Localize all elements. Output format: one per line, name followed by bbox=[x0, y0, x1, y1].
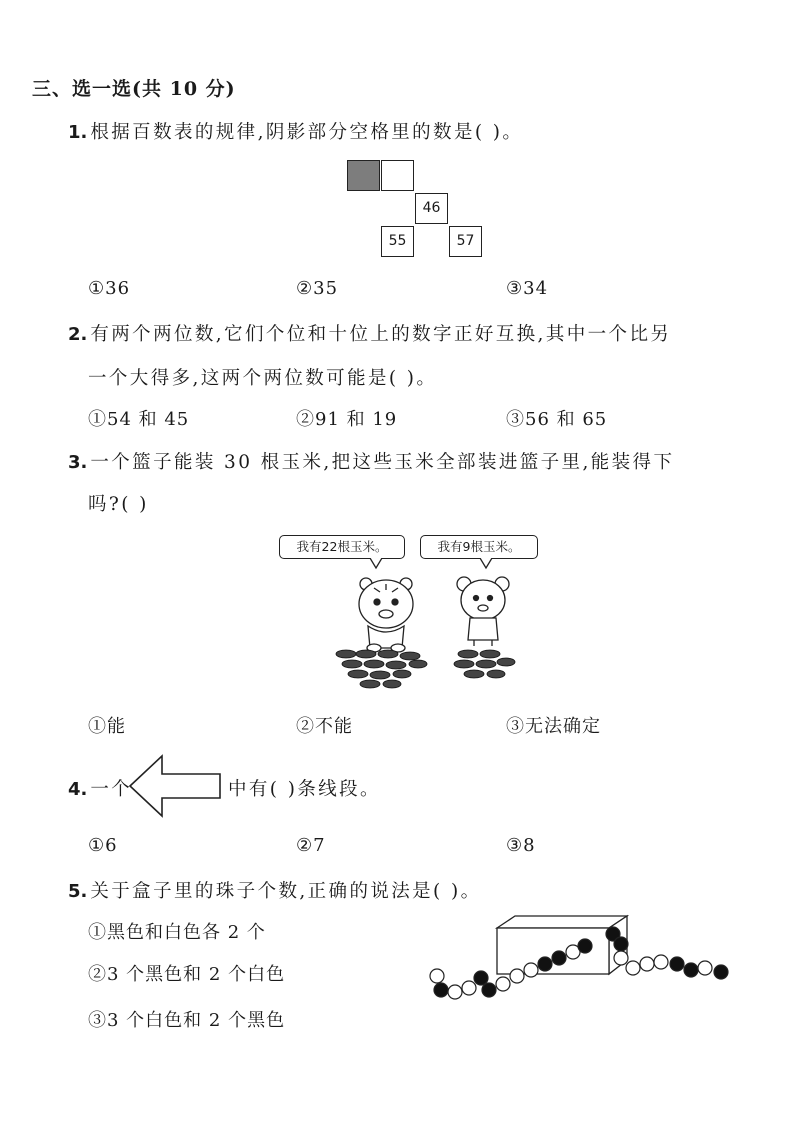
question-3 bbox=[68, 448, 674, 474]
speech-bubble-bear: 我有9根玉米。 bbox=[420, 535, 538, 559]
bear-icon bbox=[457, 577, 509, 646]
tiger-icon bbox=[359, 578, 413, 652]
box-icon bbox=[497, 916, 627, 974]
question-1 bbox=[68, 118, 523, 144]
arrow-shape-icon bbox=[128, 754, 224, 818]
speech-bubble-tiger: 我有22根玉米。 bbox=[279, 535, 405, 559]
question-3-line-1: 一个篮子能装 30 根玉米,把这些玉米全部装进篮子里,能装得下 bbox=[90, 452, 675, 473]
question-number: 4. bbox=[68, 779, 88, 800]
cell-46: 46 bbox=[415, 193, 448, 224]
q4-option-2[interactable]: ②7 bbox=[296, 835, 326, 856]
q1-option-2[interactable]: ②35 bbox=[296, 278, 339, 299]
question-number: 1. bbox=[68, 122, 88, 143]
question-2-line-1: 有两个两位数,它们个位和十位上的数字正好互换,其中一个比另 bbox=[90, 324, 672, 345]
question-number: 5. bbox=[68, 881, 88, 902]
question-4-text-before: 一个 bbox=[90, 779, 133, 800]
q5-option-2[interactable]: ②3 个黑色和 2 个白色 bbox=[88, 964, 286, 985]
q1-option-1[interactable]: ①36 bbox=[88, 278, 131, 299]
q2-option-3[interactable]: ③56 和 65 bbox=[506, 409, 608, 430]
q2-option-1[interactable]: ①54 和 45 bbox=[88, 409, 190, 430]
question-2-line-2: 一个大得多,这两个两位数可能是( )。 bbox=[88, 368, 438, 389]
shaded-cell bbox=[347, 160, 380, 191]
bead-box-illustration bbox=[425, 912, 745, 1008]
question-1-text: 根据百数表的规律,阴影部分空格里的数是( )。 bbox=[90, 122, 524, 143]
corn-pile-right-icon bbox=[454, 650, 515, 678]
q3-option-1[interactable]: ①能 bbox=[88, 716, 126, 737]
q4-option-1[interactable]: ①6 bbox=[88, 835, 118, 856]
q1-option-3[interactable]: ③34 bbox=[506, 278, 549, 299]
question-3-line-2: 吗?( ) bbox=[88, 494, 149, 515]
blank-cell bbox=[381, 160, 414, 191]
q5-option-3[interactable]: ③3 个白色和 2 个黑色 bbox=[88, 1010, 286, 1031]
q3-option-3[interactable]: ③无法确定 bbox=[506, 716, 601, 737]
question-4-text-after: 中有( )条线段。 bbox=[228, 779, 381, 800]
question-5-text: 关于盒子里的珠子个数,正确的说法是( )。 bbox=[90, 881, 482, 902]
question-number: 2. bbox=[68, 324, 88, 345]
corn-pile-left-icon bbox=[336, 650, 427, 688]
question-5 bbox=[68, 877, 481, 903]
cell-57: 57 bbox=[449, 226, 482, 257]
animals-illustration bbox=[330, 558, 530, 694]
cell-55: 55 bbox=[381, 226, 414, 257]
question-4 bbox=[68, 775, 132, 801]
question-number: 3. bbox=[68, 452, 88, 473]
question-2 bbox=[68, 320, 671, 346]
q5-option-1[interactable]: ①黑色和白色各 2 个 bbox=[88, 922, 266, 943]
section-title: 三、选一选(共 10 分) bbox=[32, 78, 236, 100]
q2-option-2[interactable]: ②91 和 19 bbox=[296, 409, 398, 430]
q3-option-2[interactable]: ②不能 bbox=[296, 716, 353, 737]
q4-option-3[interactable]: ③8 bbox=[506, 835, 536, 856]
